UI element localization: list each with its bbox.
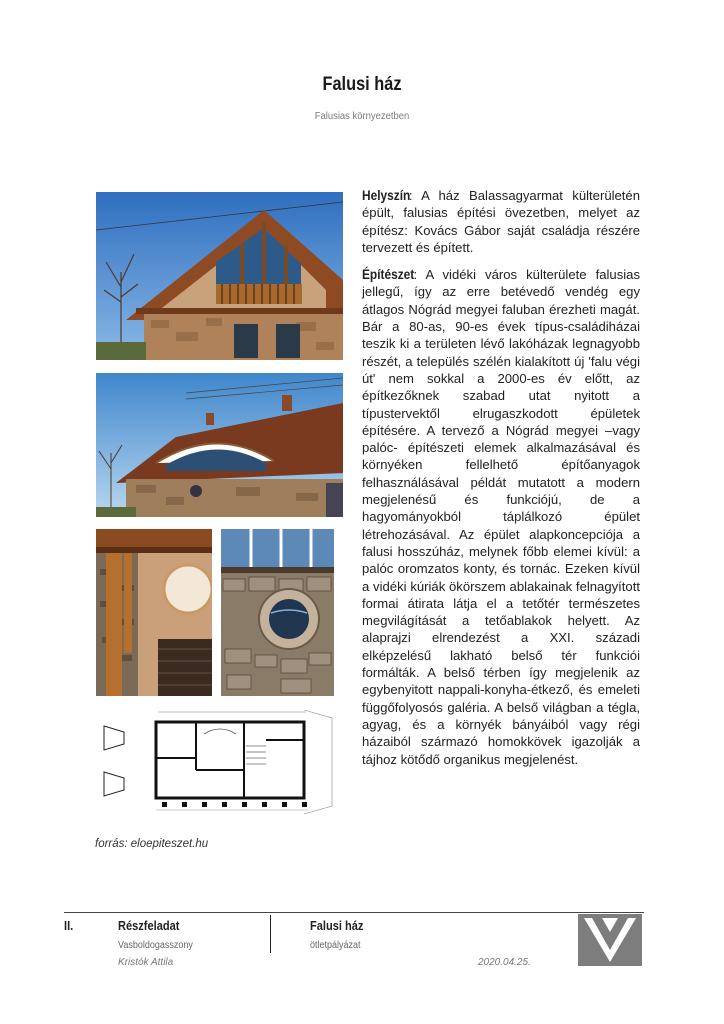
location-paragraph — [362, 187, 640, 256]
footer-author: Kristók Attila — [118, 957, 174, 968]
footer-task-place: Vasboldogasszony — [118, 940, 193, 951]
interior-photo-icon — [96, 529, 212, 696]
description-text — [362, 187, 640, 778]
location-label: Helyszín — [362, 187, 411, 203]
footer-divider — [64, 912, 644, 913]
location-text: : A ház Balassagyarmat külterületén épült, falusias építési övezetben, melyet az építész: Kovács Gábor saját családja részére tervezett és épített. — [362, 188, 640, 255]
footer-roman: II. — [64, 918, 74, 933]
gable-photo-icon — [96, 192, 343, 360]
footer-task-title: Részfeladat — [118, 918, 180, 933]
architecture-text: : A vidéki város külterülete falusias jellegű, így az erre betévedő vendég egy átlagos Nógrád megyei faluban érezheti magát. Bár a 80-as, 90-es évek típus-családiházai teszik ki a területen lévő lakóházak legnagyobb részét, a település szélén kialakított új 'falu végi út' nem sokkal a 2000-es év előtt, az építkezőknek szabad utat nyitott a típustervektől elrugaszkodott épületek építésére. A tervező a Nógrád megyei –vagy palóc- építészeti elemek alkalmazásával és környéken fellelhető építőanyagok felhasználásával példát mutatott a modern megjelenésű és funkciójú, de a hagyományokból táplálkozó épület létrehozásával. Az épület alapkoncepciója a falusi hosszúház, melynek főbb elemei kívül: a palóc oromzatos konty, és tornác. Ezeken kívül a vidéki kúriák ökörszem ablakainak felnagyított formai átirata látja el a tetőtér természetes megvilágítását a tetőablakok helyett. Az alaprajzi elrendezést a XXI. századi elképzelésű lakható belső tér funkciói formálták. A belső térben így megjelenik az egybenyitott nappali-konyha-étkező, és emeleti függőfolyosós galéria. A belső világban a tégla, agyag, és a környék bányáiból vagy régi házaiból származó homokkövek igazolják a tájhoz kötődő organikus megjelenést. — [362, 267, 640, 767]
logo-v-icon — [578, 914, 642, 966]
footer-date: 2020.04.25. — [478, 957, 531, 968]
footer-project-title: Falusi ház — [310, 918, 364, 933]
floor-plan-icon — [96, 710, 336, 818]
source-note: forrás: eloepiteszet.hu — [95, 838, 209, 850]
long-house-photo-icon — [96, 373, 343, 517]
architecture-paragraph — [362, 266, 640, 768]
architecture-label: Építészet — [362, 266, 415, 283]
footer-project-sub: ötletpályázat — [310, 940, 361, 951]
oxeye-window-photo-icon — [221, 529, 334, 696]
page-subtitle: Falusias környezetben — [314, 110, 410, 122]
footer-vertical-divider — [270, 915, 271, 953]
page-title: Falusi ház — [322, 74, 402, 95]
